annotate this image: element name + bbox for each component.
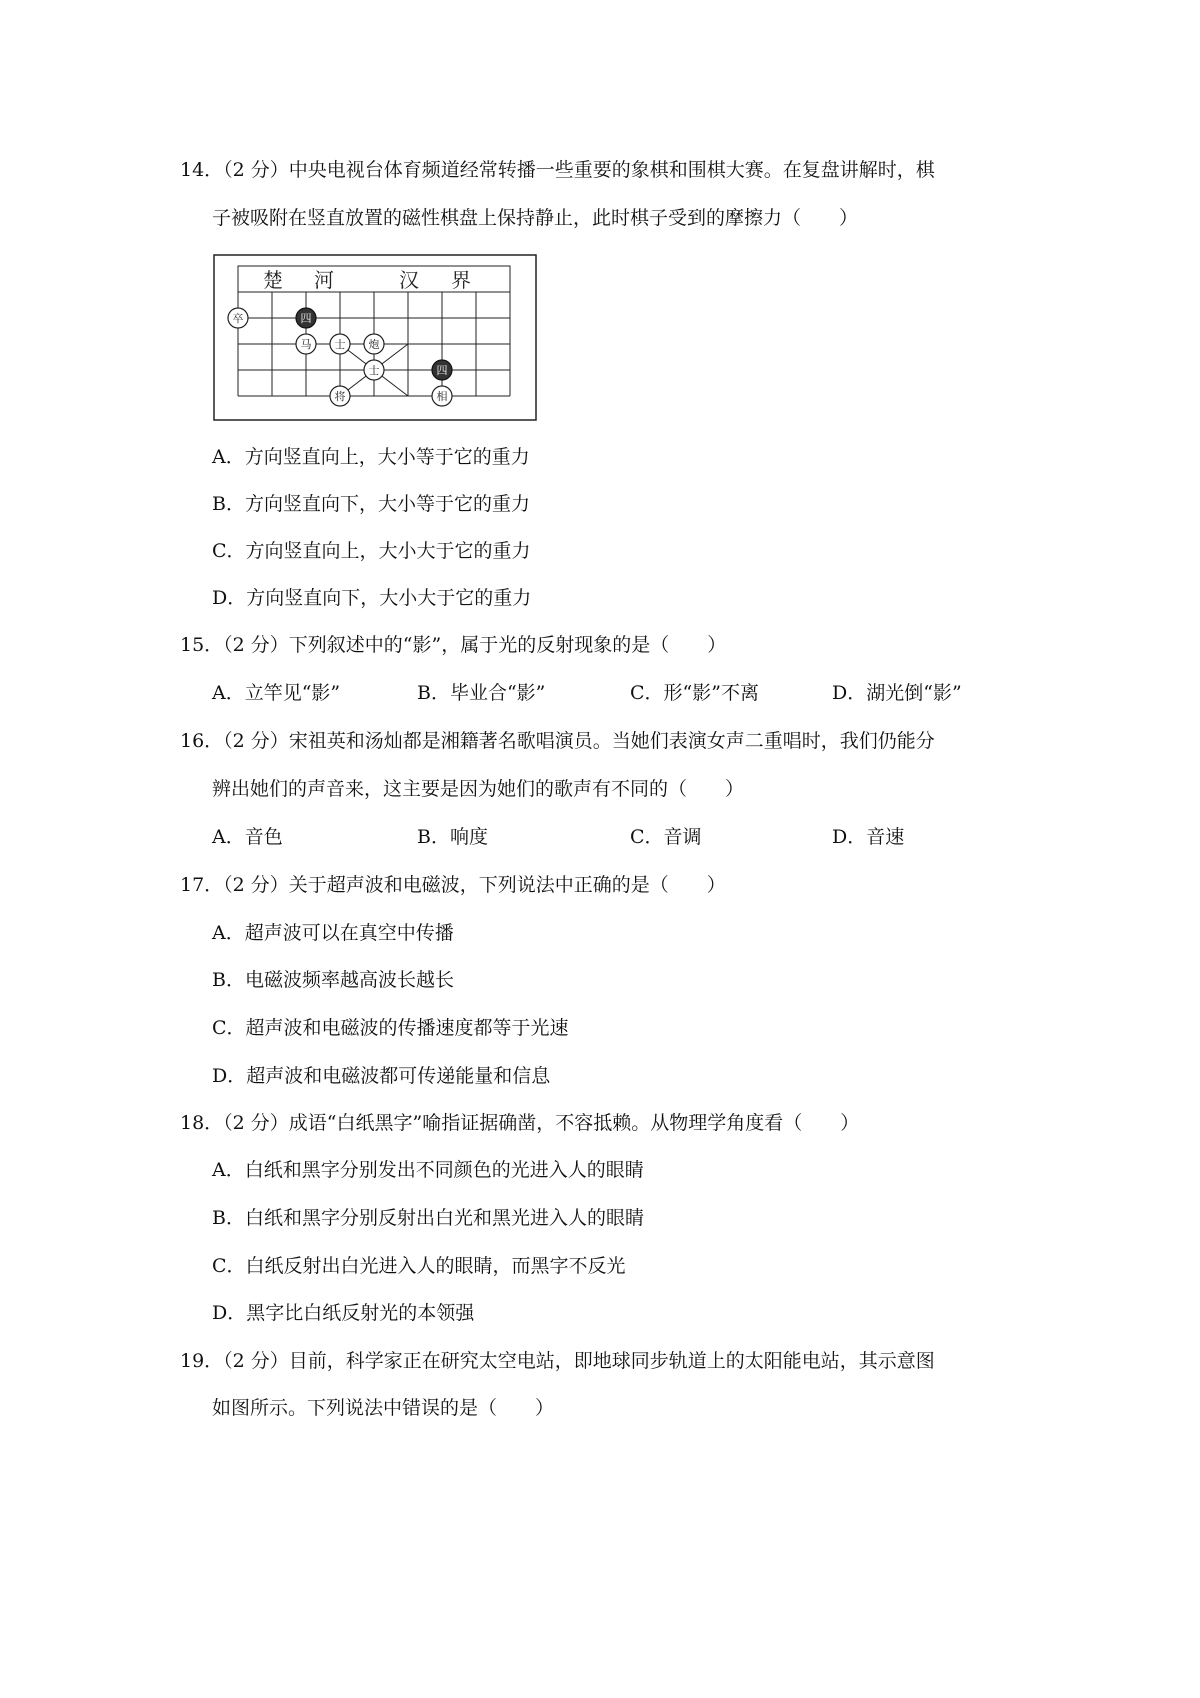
question-15-option-c: C．形“影”不离 (630, 682, 759, 704)
chess-piece (364, 360, 384, 380)
piece-label: 四 (436, 364, 448, 377)
chess-piece (364, 334, 384, 354)
question-17-option-c: C．超声波和电磁波的传播速度都等于光速 (212, 1017, 569, 1039)
question-15-option-d: D．湖光倒“影” (832, 682, 962, 704)
question-14-option-a: A．方向竖直向上，大小等于它的重力 (212, 446, 530, 468)
question-18-option-b: B．白纸和黑字分别反射出白光和黑光进入人的眼睛 (212, 1207, 644, 1229)
piece-label: 士 (334, 338, 346, 351)
question-14-option-b: B．方向竖直向下，大小等于它的重力 (212, 493, 530, 515)
piece-label: 相 (436, 390, 448, 403)
piece-label: 马 (300, 338, 312, 351)
question-14-option-d: D．方向竖直向下，大小大于它的重力 (212, 587, 532, 609)
question-16-option-a: A．音色 (212, 826, 283, 848)
question-14-stem-line-1: 14．（2 分）中央电视台体育频道经常转播一些重要的象棋和围棋大赛。在复盘讲解时，棋 (180, 159, 935, 181)
question-17-option-b: B．电磁波频率越高波长越长 (212, 969, 454, 991)
question-17-option-d: D．超声波和电磁波都可传递能量和信息 (212, 1065, 551, 1087)
question-16-option-b: B．响度 (417, 826, 488, 848)
river-char-1: 楚 (263, 268, 283, 292)
question-15-option-a: A．立竿见“影” (212, 682, 341, 704)
piece-label: 四 (300, 312, 312, 325)
question-15-option-b: B．毕业合“影” (417, 682, 546, 704)
question-16-option-c: C．音调 (630, 826, 702, 848)
chess-piece (296, 334, 316, 354)
question-14-option-c: C．方向竖直向上，大小大于它的重力 (212, 540, 531, 562)
question-19-stem-line-2: 如图所示。下列说法中错误的是（ ） (212, 1397, 555, 1419)
piece-label: 卒 (232, 312, 244, 325)
chess-piece (228, 308, 248, 328)
river-char-4: 界 (451, 268, 471, 292)
river-char-3: 汉 (399, 268, 419, 292)
piece-label: 将 (334, 390, 346, 403)
chess-piece (296, 308, 316, 328)
river-char-2: 河 (314, 268, 334, 292)
piece-label: 士 (368, 364, 380, 377)
question-15-stem-line-1: 15．（2 分）下列叙述中的“影”，属于光的反射现象的是（ ） (180, 634, 727, 656)
chess-piece (432, 386, 452, 406)
question-14-stem-line-2: 子被吸附在竖直放置的磁性棋盘上保持静止，此时棋子受到的摩擦力（ ） (212, 207, 859, 229)
question-16-option-d: D．音速 (832, 826, 905, 848)
question-18-option-d: D．黑字比白纸反射光的本领强 (212, 1302, 475, 1324)
chess-piece (330, 386, 350, 406)
piece-label: 炮 (368, 338, 380, 351)
question-19-stem-line-1: 19．（2 分）目前，科学家正在研究太空电站，即地球同步轨道上的太阳能电站，其示意图 (180, 1350, 935, 1372)
question-16-stem-line-2: 辨出她们的声音来，这主要是因为她们的歌声有不同的（ ） (212, 778, 745, 800)
chess-piece (330, 334, 350, 354)
question-17-option-a: A．超声波可以在真空中传播 (212, 922, 454, 944)
question-18-option-c: C．白纸反射出白光进入人的眼睛，而黑字不反光 (212, 1255, 626, 1277)
chess-piece (432, 360, 452, 380)
question-17-stem-line-1: 17．（2 分）关于超声波和电磁波，下列说法中正确的是（ ） (180, 874, 726, 896)
xiangqi-board-svg (213, 254, 537, 421)
chess-board-figure (213, 254, 537, 421)
question-18-option-a: A．白纸和黑字分别发出不同颜色的光进入人的眼睛 (212, 1159, 644, 1181)
question-16-stem-line-1: 16．（2 分）宋祖英和汤灿都是湘籍著名歌唱演员。当她们表演女声二重唱时，我们仍能分 (180, 730, 935, 752)
question-18-stem-line-1: 18．（2 分）成语“白纸黑字”喻指证据确凿，不容抵赖。从物理学角度看（ ） (180, 1112, 860, 1134)
